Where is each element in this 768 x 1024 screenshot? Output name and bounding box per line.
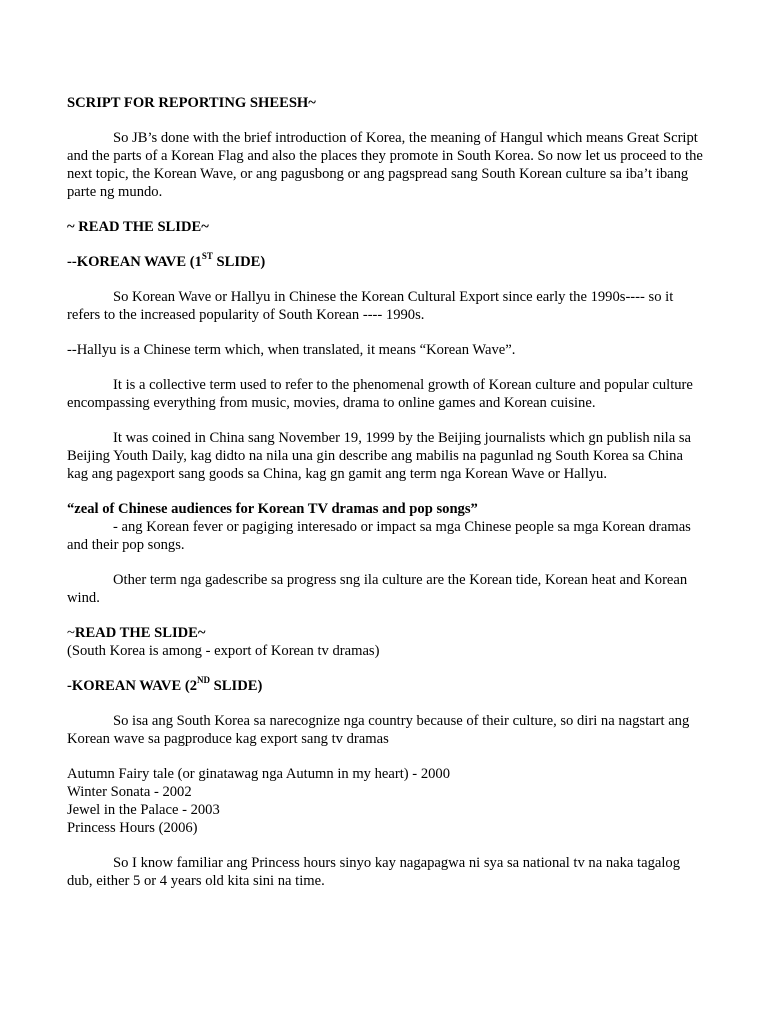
drama-list — [67, 765, 707, 837]
coined-in-china-paragraph: It was coined in China sang November 19, 1999 by the Beijing journalists which gn publish nila sa Beijing Youth Daily, kag didto na nila una gin describe ang mabilis na pagunlad ng South Korea sa China kag ang pagexport sang goods sa China, kag gn gamit ang term nga Korean Wave or Hallyu. — [67, 430, 691, 482]
heading-2-suffix: SLIDE) — [210, 678, 263, 694]
quote-explanation: - ang Korean fever or pagiging interesado or impact sa mga Chinese people sa mga Korean dramas and their pop songs. — [67, 519, 691, 553]
other-terms-paragraph: Other term nga gadescribe sa progress sng ila culture are the Korean tide, Korean heat and Korean wind. — [67, 572, 688, 606]
hallyu-term-paragraph: --Hallyu is a Chinese term which, when translated, it means “Korean Wave”. — [67, 342, 516, 358]
heading-1-suffix: SLIDE) — [212, 254, 266, 270]
tv-dramas-paragraph: So isa ang South Korea sa narecognize nga country because of their culture, so diri na nagstart ang Korean wave sa pagproduce kag export sang tv dramas — [67, 713, 690, 747]
drama-list-item: Princess Hours (2006) — [67, 820, 198, 836]
read-slide-note-1: ~ READ THE SLIDE~ — [67, 219, 209, 235]
heading-1-text: --KOREAN WAVE (1 — [67, 254, 202, 270]
document-page — [67, 94, 707, 907]
section-heading-2 — [67, 677, 707, 695]
read-slide-block-2 — [67, 624, 707, 660]
section-heading-1 — [67, 253, 707, 271]
hallyu-definition-paragraph: So Korean Wave or Hallyu in Chinese the Korean Cultural Export since early the 1990s---- so it refers to the increased popularity of South Korean ---- 1990s. — [67, 289, 674, 323]
read-slide-note-2: READ THE SLIDE~ — [74, 625, 206, 641]
read-slide-2-prefix: ~ — [67, 625, 75, 641]
document-title: SCRIPT FOR REPORTING SHEESH~ — [67, 95, 316, 111]
intro-paragraph: So JB’s done with the brief introduction of Korea, the meaning of Hangul which means Great Script and the parts of a Korean Flag and also the places they promote in South Korea. So now let us proceed to the next topic, the Korean Wave, or ang pagusbong or ang pagspread sang South Korean culture sa iba’t ibang parte ng mundo. — [67, 130, 703, 200]
read-slide-2-note: (South Korea is among - export of Korean tv dramas) — [67, 643, 380, 659]
princess-hours-paragraph: So I know familiar ang Princess hours sinyo kay nagapagwa ni sya sa national tv na naka tagalog dub, either 5 or 4 years old kita sini na time. — [67, 855, 680, 889]
drama-list-item: Autumn Fairy tale (or ginatawag nga Autumn in my heart) - 2000 — [67, 766, 451, 782]
heading-2-text: -KOREAN WAVE (2 — [67, 678, 198, 694]
drama-list-item: Jewel in the Palace - 2003 — [67, 802, 220, 818]
quote-heading: “zeal of Chinese audiences for Korean TV dramas and pop songs” — [67, 501, 478, 517]
collective-term-paragraph: It is a collective term used to refer to the phenomenal growth of Korean culture and popular culture encompassing everything from music, movies, drama to online games and Korean cuisine. — [67, 377, 693, 411]
drama-list-item: Winter Sonata - 2002 — [67, 784, 192, 800]
heading-1-superscript: ST — [201, 251, 213, 262]
heading-2-superscript: ND — [197, 675, 211, 686]
